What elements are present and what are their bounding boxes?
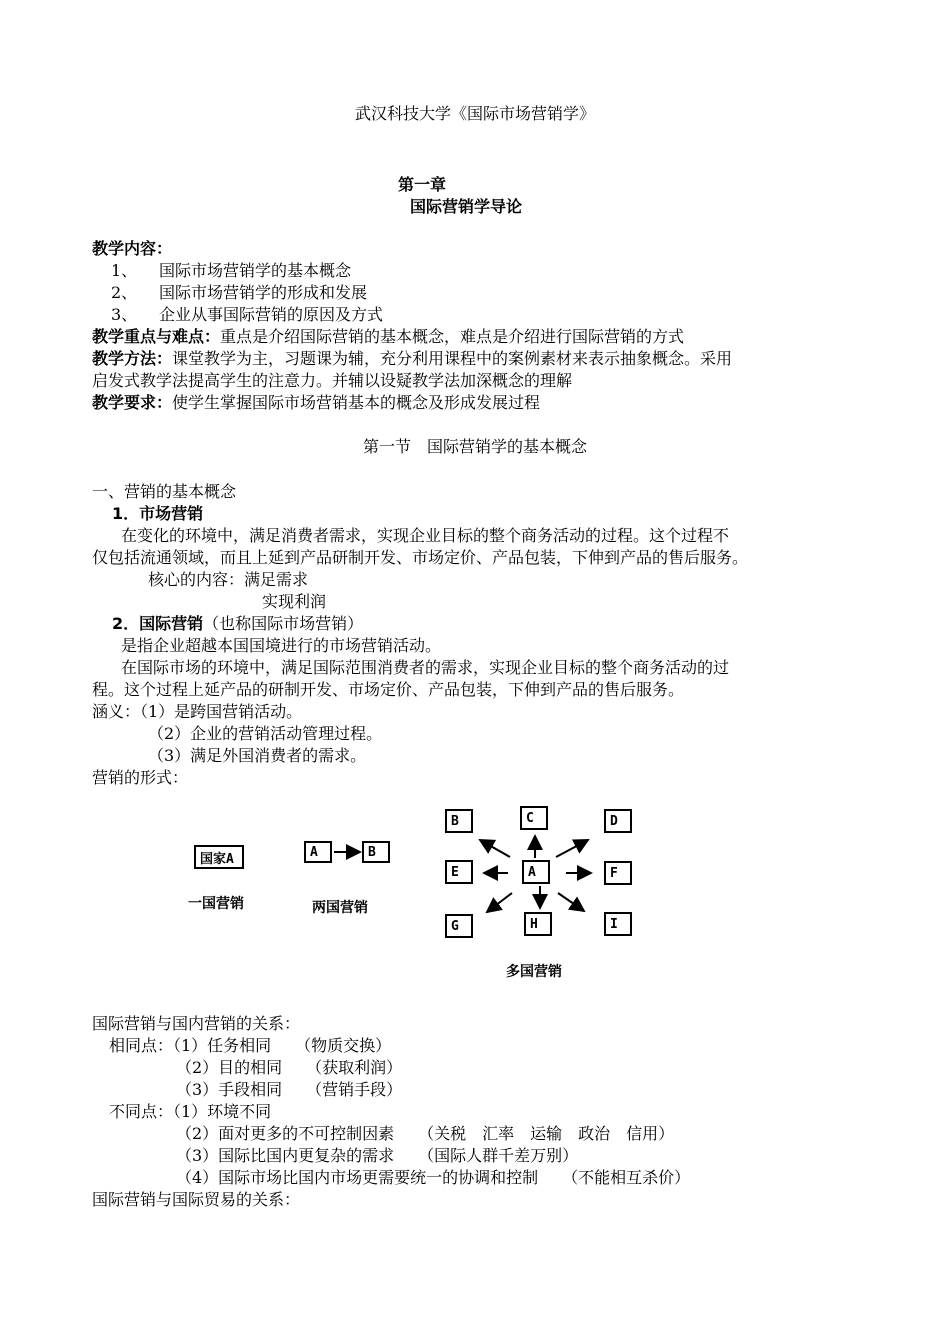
multi-center-a: A (522, 860, 550, 884)
multi-node-i: I (604, 912, 632, 936)
arrow-to-g (487, 893, 512, 912)
same-point-3: （3）手段相同 （营销手段） (176, 1080, 403, 1099)
item2-title: 2．国际营销 (112, 614, 204, 633)
document-header: 武汉科技大学《国际市场营销学》 (354, 104, 595, 123)
arrow-to-d (556, 840, 588, 857)
section-title: 第一节 国际营销学的基本概念 (362, 437, 587, 456)
forms-label: 营销的形式： (92, 768, 189, 787)
diff-point-1: 不同点：（1）环境不同 (109, 1102, 272, 1121)
method-text: 课堂教学为主，习题课为辅，充分利用课程中的案例素材来表示抽象概念。采用 (172, 349, 733, 368)
two-country-caption: 两国营销 (312, 900, 368, 916)
item1-paragraph: 在变化的环境中，满足消费者需求，实现企业目标的整个商务活动的过程。这个过程不 (121, 526, 730, 545)
item2-paragraph-cont: 程。这个过程上延产品的研制开发、市场定价、产品包装，下伸到产品的售后服务。 (92, 680, 685, 699)
content-label: 教学内容： (92, 239, 173, 258)
one-country-box: 国家A (194, 845, 244, 869)
multi-country-caption: 多国营销 (506, 964, 562, 980)
item2-paragraph: 在国际市场的环境中，满足国际范围消费者的需求，实现企业目标的整个商务活动的过 (121, 658, 730, 677)
arrow-to-b (480, 840, 510, 857)
diff-point-4: （4）国际市场比国内市场更需要统一的协调和控制 （不能相互杀价） (176, 1168, 691, 1187)
relation-domestic-heading: 国际营销与国内营销的关系： (92, 1014, 301, 1033)
content-item-num: 2、 (111, 283, 138, 302)
item1-paragraph-cont: 仅包括流通领域，而且上延到产品研制开发、市场定价、产品包装，下伸到产品的售后服务。 (92, 548, 749, 567)
content-item-num: 3、 (111, 305, 138, 324)
key-points-text: 重点是介绍国际营销的基本概念，难点是介绍进行国际营销的方式 (220, 327, 685, 346)
requirement-text: 使学生掌握国际市场营销基本的概念及形成发展过程 (172, 393, 541, 412)
diff-point-2: （2）面对更多的不可控制因素 （关税 汇率 运输 政治 信用） (176, 1124, 675, 1143)
chapter-title: 国际营销学导论 (410, 197, 523, 216)
arrow-to-i (558, 893, 584, 911)
multi-node-b: B (445, 809, 473, 833)
key-points-label: 教学重点与难点： (92, 327, 221, 346)
content-item-text: 企业从事国际营销的原因及方式 (159, 305, 384, 324)
two-country-box-a: A (304, 841, 332, 863)
multi-node-c: C (520, 806, 548, 830)
multi-node-h: H (524, 912, 552, 936)
item2-definition: 是指企业超越本国国境进行的市场营销活动。 (121, 636, 442, 655)
content-item-text: 国际市场营销学的形成和发展 (159, 283, 368, 302)
method-label: 教学方法： (92, 349, 173, 368)
item1-title: 1．市场营销 (112, 504, 204, 523)
item2-note: （也称国际市场营销） (203, 614, 364, 633)
requirement-label: 教学要求： (92, 393, 173, 412)
same-point-2: （2）目的相同 （获取利润） (176, 1058, 403, 1077)
one-country-caption: 一国营销 (188, 896, 244, 912)
same-point-1: 相同点：（1）任务相同 （物质交换） (109, 1036, 392, 1055)
two-country-box-b: B (362, 841, 390, 863)
diff-point-3: （3）国际比国内更复杂的需求 （国际人群千差万别） (176, 1146, 579, 1165)
content-item-text: 国际市场营销学的基本概念 (159, 261, 352, 280)
multi-node-d: D (604, 809, 632, 833)
content-item-num: 1、 (111, 261, 138, 280)
relation-trade-heading: 国际营销与国际贸易的关系： (92, 1190, 301, 1209)
core-content: 核心的内容：满足需求 (148, 570, 309, 589)
chapter-number: 第一章 (398, 175, 447, 194)
multi-node-f: F (604, 861, 632, 885)
multi-node-e: E (445, 860, 473, 884)
meaning-3: （3）满足外国消费者的需求。 (148, 746, 367, 765)
core-content-2: 实现利润 (262, 592, 327, 611)
subsection-heading: 一、营销的基本概念 (92, 482, 237, 501)
method-text-cont: 启发式教学法提高学生的注意力。并辅以设疑教学法加深概念的理解 (92, 371, 573, 390)
meaning-2: （2）企业的营销活动管理过程。 (148, 724, 383, 743)
multi-node-g: G (445, 914, 473, 938)
meaning-1: 涵义：（1）是跨国营销活动。 (92, 702, 303, 721)
